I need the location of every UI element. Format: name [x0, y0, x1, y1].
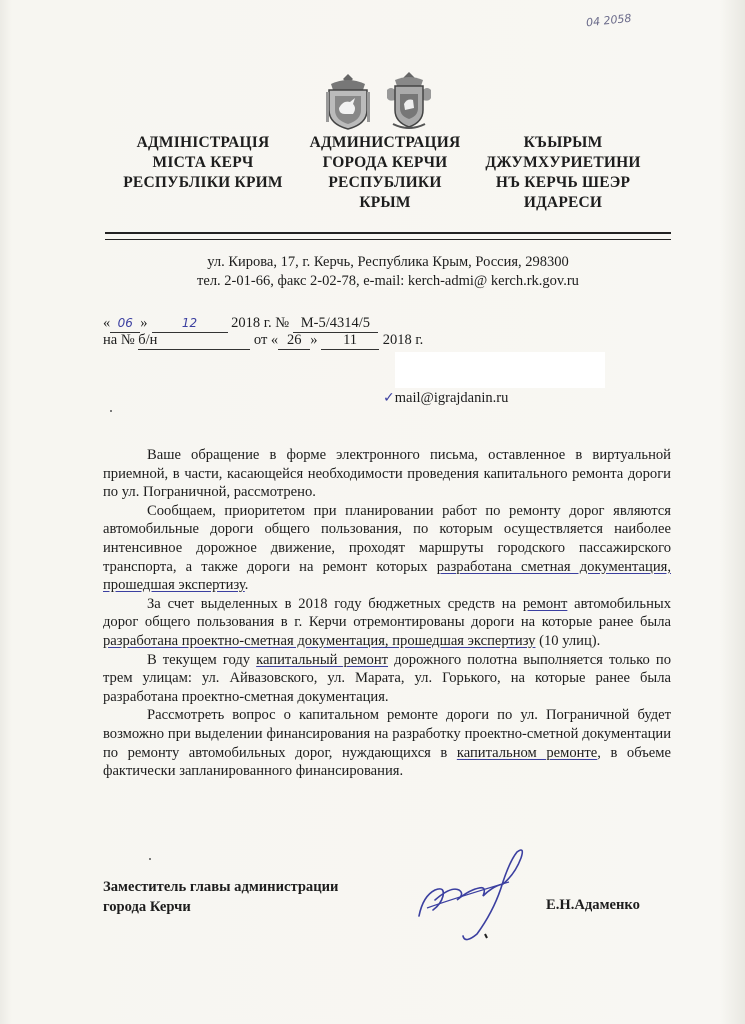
header-ua-line: АДМІНІСТРАЦІЯ [136, 134, 270, 151]
header-crh-line: ДЖУМХУРИЕТИНИ [485, 154, 641, 171]
ref-from: от « [253, 332, 279, 348]
incoming-reference [103, 332, 423, 350]
day-field [110, 315, 140, 333]
body-text-run: Рассмотреть вопрос о капитальном ремонте дороги по ул. Пограничной будет возможно при выделении финансирования на разработку проектно-сметной документации по ремонту автомобильных дорог, нуждающихся в [103, 707, 671, 761]
underlined-text: разработана сметная документация, прошедшая экспертизу [103, 558, 672, 594]
header-ru-line: КРЫМ [359, 194, 411, 211]
underlined-text: капитальном ремонте [456, 744, 598, 761]
ref-number: б/н [138, 332, 250, 350]
body-paragraph: Ваше обращение в форме электронного письма, оставленное в виртуальной приемной, в части, касающейся необходимости проведения капитального ремонта дороги по ул. Пограничной, рассмотрено. [103, 447, 671, 501]
redacted-recipient [395, 352, 605, 388]
underlined-text: ремонт [522, 595, 568, 612]
signatory-name: Е.Н.Адаменко [546, 897, 640, 913]
outgoing-registration [103, 315, 378, 333]
body-text-run: автомобильных дорог общего пользования в г. Керчи отремонтированы дороги на которые ранее была [103, 595, 671, 631]
body-text-run: За счет выделенных в 2018 году бюджетных средств на [147, 595, 523, 612]
contact-line: тел. 2-01-66, факс 2-02-78, e-mail: kerch-admi@ kerch.rk.gov.ru [197, 273, 579, 289]
ref-day: 26 [278, 332, 310, 350]
header-russian [300, 133, 470, 213]
ref-close: » [310, 332, 318, 348]
body-text-run: дорожного полотна выполняется только по трем улицам: ул. Айвазовского, ул. Марата, ул. Горького, на которые ранее была разработана проектно-сметная документация. [103, 651, 671, 705]
header-ua-line: РЕСПУБЛІКИ КРИМ [123, 174, 283, 191]
body-paragraph [103, 651, 671, 707]
header-ru-line: ГОРОДА КЕРЧИ [322, 154, 448, 171]
signatory-title [103, 877, 338, 917]
outgoing-number: М-5/4314/5 [293, 315, 378, 333]
signatory-title-line: города Керчи [103, 899, 191, 915]
handwritten-corner-note: 04 2058 [585, 11, 633, 30]
header-ru-line: РЕСПУБЛИКИ [328, 174, 442, 191]
header-crh-line: КЪЫРЫМ [523, 134, 603, 151]
body-paragraph [103, 706, 671, 780]
header-crh-line: ИДАРЕСИ [523, 194, 603, 211]
body-paragraph [103, 595, 671, 651]
header-ua-line: МІСТА КЕРЧ [152, 154, 254, 171]
signatory-title-line: Заместитель главы администрации [103, 879, 339, 895]
header-ukrainian [107, 133, 299, 193]
handwritten-month: 12 [181, 316, 198, 330]
open-quote: « [103, 315, 111, 331]
checkmark-icon: ✓ [383, 390, 395, 406]
handwritten-signature [405, 838, 535, 948]
ref-month: 11 [321, 332, 379, 350]
handwritten-day: 06 [117, 316, 133, 330]
ref-prefix: на № [103, 332, 135, 348]
header-crh-line: НЪ КЕРЧЬ ШЕЭР [495, 174, 631, 191]
body-text-run: (10 улиц). [535, 632, 601, 649]
underlined-text: разработана проектно-сметная документация, прошедшая экспертизу [103, 632, 536, 649]
header-ru-line: АДМИНИСТРАЦИЯ [309, 134, 461, 151]
month-field [152, 315, 228, 333]
close-quote: » [140, 315, 148, 331]
ref-year: 2018 г. [382, 332, 424, 348]
speck [149, 858, 151, 860]
header-crimean-tatar [478, 133, 648, 213]
body-text-run: , в объеме фактически запланированного финансирования. [103, 744, 671, 780]
speck [110, 410, 112, 412]
letter-body [103, 446, 671, 781]
crimea-coat-of-arms-icon [323, 70, 373, 132]
address-line: ул. Кирова, 17, г. Керчь, Республика Крым, Россия, 298300 [207, 254, 569, 270]
body-text-run: В текущем году [147, 651, 257, 668]
header-divider-thick [105, 232, 671, 234]
body-paragraph [103, 502, 671, 595]
underlined-text: капитальный ремонт [256, 651, 389, 668]
body-text-run: . [244, 577, 249, 594]
recipient-email [383, 390, 508, 407]
body-text-run: Сообщаем, приоритетом при планировании работ по ремонту дорог являются автомобильные дороги общего пользования, по которым осуществляется наиболее интенсивное дорожное движение, проходят маршруты городского пассажирского транспорта, а также дороги на ремонт которых [103, 502, 671, 575]
header-divider-thin [105, 239, 671, 240]
recipient-email-text: mail@igrajdanin.ru [394, 390, 509, 406]
kerch-coat-of-arms-icon [383, 70, 435, 132]
year-label: 2018 г. № [231, 315, 290, 331]
